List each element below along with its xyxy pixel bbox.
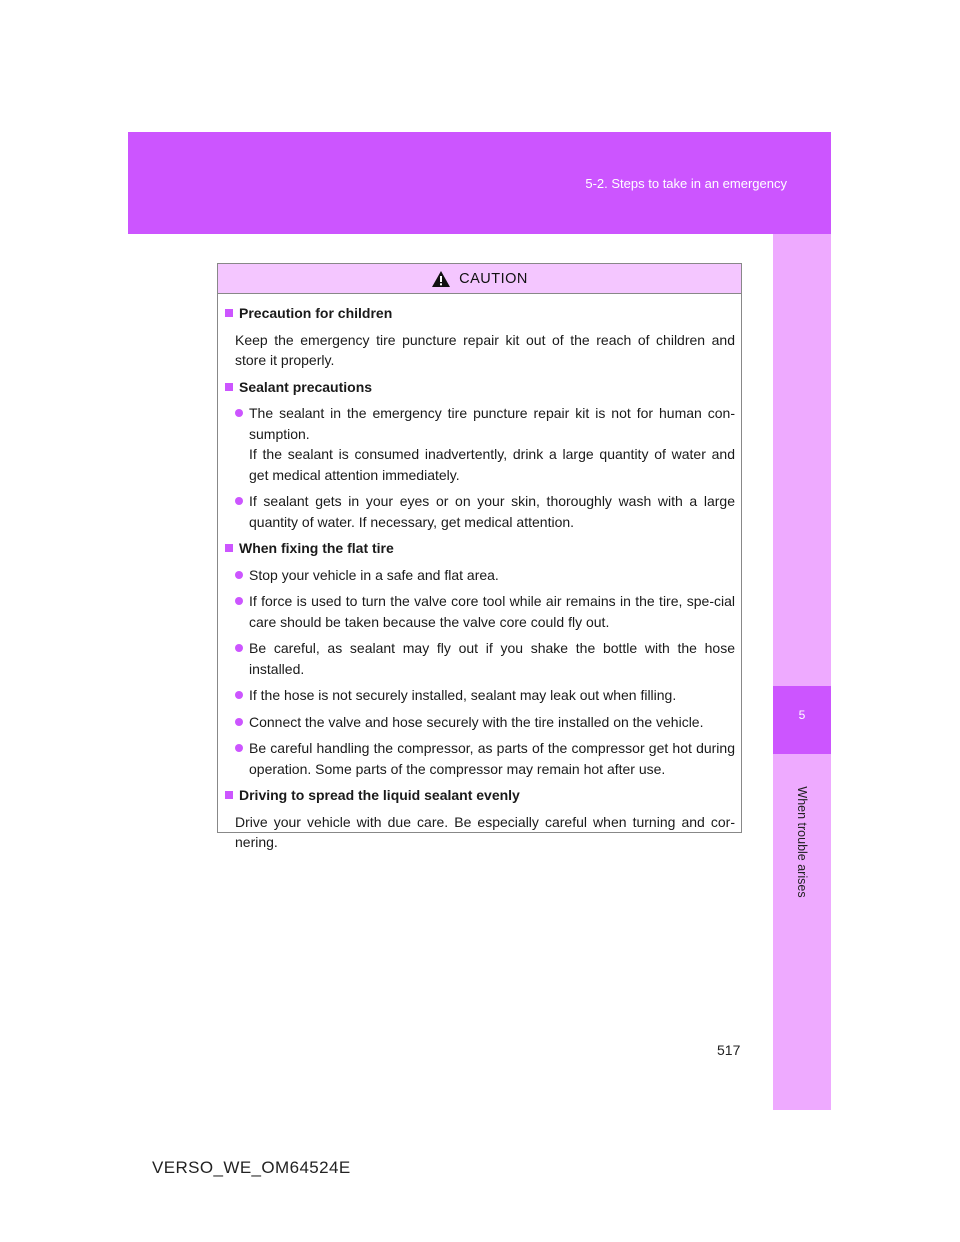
- square-bullet-icon: [225, 544, 233, 552]
- heading-text: Driving to spread the liquid sealant evenly: [239, 787, 520, 803]
- bullet-item: [225, 685, 735, 706]
- round-bullet-icon: [235, 597, 243, 605]
- square-bullet-icon: [225, 309, 233, 317]
- square-bullet-icon: [225, 383, 233, 391]
- section-paragraph: Drive your vehicle with due care. Be especially careful when turning and cor-nering.: [235, 813, 735, 850]
- section-heading: [225, 785, 735, 806]
- chapter-number: 5: [798, 708, 806, 722]
- round-bullet-icon: [235, 644, 243, 652]
- chapter-number-box: [773, 686, 831, 754]
- round-bullet-icon: [235, 744, 243, 752]
- round-bullet-icon: [235, 691, 243, 699]
- section-heading: [225, 303, 735, 324]
- section-title: 5-2. Steps to take in an emergency: [585, 176, 787, 191]
- document-code: VERSO_WE_OM64524E: [152, 1158, 351, 1177]
- section-heading: [225, 538, 735, 559]
- section-paragraph: Keep the emergency tire puncture repair kit out of the reach of children and store it properly.: [235, 331, 735, 368]
- bullet-item: [225, 738, 735, 779]
- round-bullet-icon: [235, 409, 243, 417]
- bullet-text: If force is used to turn the valve core tool while air remains in the tire, spe-cial care should be taken because the valve core could fly out.: [249, 593, 735, 630]
- page-number: 517: [717, 1042, 741, 1058]
- bullet-item: [225, 491, 735, 532]
- bullet-item: [225, 591, 735, 632]
- chapter-label: When trouble arises: [795, 786, 809, 898]
- bullet-text: Be careful, as sealant may fly out if you shake the bottle with the hose installed.: [249, 640, 735, 677]
- heading-text: Precaution for children: [239, 305, 393, 321]
- bullet-text: The sealant in the emergency tire puncture repair kit is not for human con-sumption.: [249, 405, 735, 442]
- bullet-item: [225, 638, 735, 679]
- bullet-text: Connect the valve and hose securely with the tire installed on the vehicle.: [249, 713, 704, 730]
- round-bullet-icon: [235, 497, 243, 505]
- caution-body: [218, 294, 741, 853]
- warning-triangle-icon: [431, 270, 451, 288]
- bullet-text: Be careful handling the compressor, as parts of the compressor get hot during operation. Some parts of the compressor may remain hot after use.: [249, 740, 735, 777]
- bullet-text: If the hose is not securely installed, sealant may leak out when filling.: [249, 687, 677, 703]
- caution-header: [218, 264, 741, 294]
- square-bullet-icon: [225, 791, 233, 799]
- section-heading: [225, 377, 735, 398]
- bullet-text: If the sealant is consumed inadvertently, drink a large quantity of water and get medical attention immediately.: [249, 446, 735, 483]
- chapter-side-tab: [773, 234, 831, 1110]
- heading-text: When fixing the flat tire: [239, 540, 394, 556]
- bullet-item: [225, 712, 735, 733]
- caution-title: CAUTION: [459, 270, 528, 287]
- round-bullet-icon: [235, 718, 243, 726]
- bullet-item: [225, 403, 735, 485]
- bullet-text: If sealant gets in your eyes or on your skin, thoroughly wash with a large quantity of water. If necessary, get medical attention.: [249, 493, 735, 530]
- heading-text: Sealant precautions: [239, 378, 373, 395]
- caution-box: [217, 263, 742, 850]
- bullet-text: Stop your vehicle in a safe and flat area.: [249, 566, 499, 583]
- round-bullet-icon: [235, 571, 243, 579]
- chapter-header-band: [128, 132, 831, 234]
- bullet-item: [225, 565, 735, 586]
